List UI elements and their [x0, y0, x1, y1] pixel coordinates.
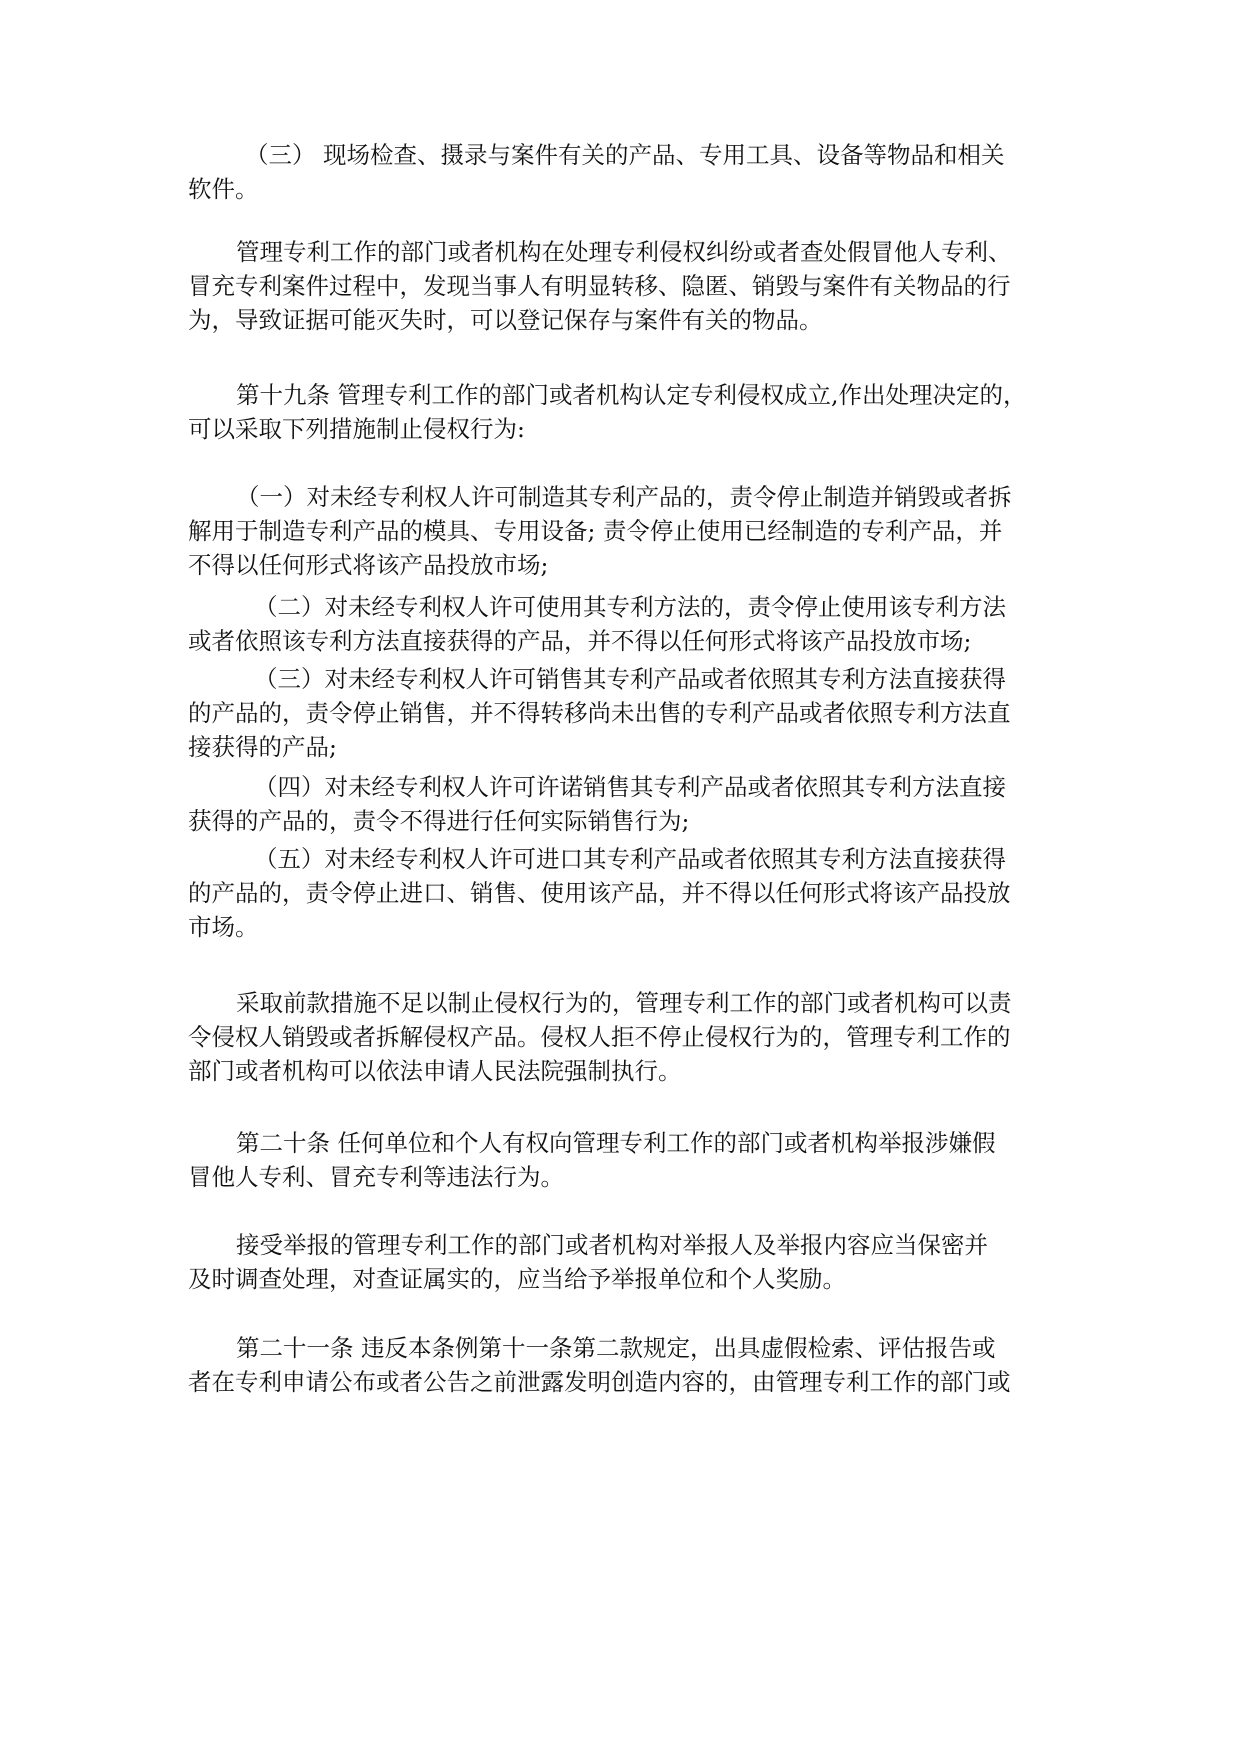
text-line: 第二十一条 违反本条例第十一条第二款规定，出具虚假检索、评估报告或: [236, 1334, 996, 1362]
text-line: （四）对未经专利权人许可许诺销售其专利产品或者依照其专利方法直接: [254, 773, 1006, 801]
text-line: 部门或者机构可以依法申请人民法院强制执行。: [188, 1057, 682, 1085]
paragraph-measure-2: [188, 590, 1068, 658]
paragraph-article-21: [188, 1331, 1068, 1399]
paragraph-item-3-onsite-inspection: [188, 138, 1068, 206]
text-line: 采取前款措施不足以制止侵权行为的，管理专利工作的部门或者机构可以责: [236, 989, 1012, 1017]
text-line: （五）对未经专利权人许可进口其专利产品或者依照其专利方法直接获得: [254, 845, 1006, 873]
text-line: 为，导致证据可能灭失时，可以登记保存与案件有关的物品。: [188, 306, 823, 334]
text-line: 者在专利申请公布或者公告之前泄露发明创造内容的，由管理专利工作的部门或: [188, 1368, 1011, 1396]
text-line: 可以采取下列措施制止侵权行为:: [188, 415, 525, 443]
text-line: （三） 现场检查、摄录与案件有关的产品、专用工具、设备等物品和相关: [245, 141, 1005, 169]
paragraph-measure-4: [188, 770, 1068, 838]
paragraph-measure-3: [188, 662, 1068, 764]
text-line: 的产品的，责令停止销售，并不得转移尚未出售的专利产品或者依照专利方法直: [188, 699, 1011, 727]
text-line: 市场。: [188, 913, 259, 941]
text-line: （三）对未经专利权人许可销售其专利产品或者依照其专利方法直接获得: [254, 665, 1006, 693]
text-line: 令侵权人销毁或者拆解侵权产品。侵权人拒不停止侵权行为的，管理专利工作的: [188, 1023, 1011, 1051]
text-line: 或者依照该专利方法直接获得的产品，并不得以任何形式将该产品投放市场;: [188, 627, 972, 655]
text-line: 接获得的产品;: [188, 733, 337, 761]
text-line: 第二十条 任何单位和个人有权向管理专利工作的部门或者机构举报涉嫌假: [236, 1129, 996, 1157]
paragraph-measure-1: [188, 480, 1068, 582]
paragraph-report-handling: [188, 1228, 1068, 1296]
text-line: 管理专利工作的部门或者机构在处理专利侵权纠纷或者查处假冒他人专利、: [236, 238, 1012, 266]
text-line: 及时调查处理，对查证属实的，应当给予举报单位和个人奖励。: [188, 1265, 846, 1293]
text-line: 不得以任何形式将该产品投放市场;: [188, 551, 549, 579]
paragraph-measure-5: [188, 842, 1068, 944]
text-line: （一）对未经专利权人许可制造其专利产品的，责令停止制造并销毁或者拆: [236, 483, 1012, 511]
paragraph-insufficient-measures: [188, 986, 1068, 1088]
text-line: 软件。: [188, 175, 259, 203]
text-line: 获得的产品的，责令不得进行任何实际销售行为;: [188, 807, 690, 835]
paragraph-article-19: [188, 378, 1068, 446]
text-line: 冒他人专利、冒充专利等违法行为。: [188, 1163, 564, 1191]
text-line: 第十九条 管理专利工作的部门或者机构认定专利侵权成立,作出处理决定的，: [236, 381, 1027, 409]
text-line: 的产品的，责令停止进口、销售、使用该产品，并不得以任何形式将该产品投放: [188, 879, 1011, 907]
text-line: （二）对未经专利权人许可使用其专利方法的，责令停止使用该专利方法: [254, 593, 1006, 621]
paragraph-article-20: [188, 1126, 1068, 1194]
text-line: 冒充专利案件过程中，发现当事人有明显转移、隐匿、销毁与案件有关物品的行: [188, 272, 1011, 300]
text-line: 解用于制造专利产品的模具、专用设备; 责令停止使用已经制造的专利产品，并: [188, 517, 1003, 545]
text-line: 接受举报的管理专利工作的部门或者机构对举报人及举报内容应当保密并: [236, 1231, 988, 1259]
paragraph-evidence-preservation: [188, 235, 1068, 337]
